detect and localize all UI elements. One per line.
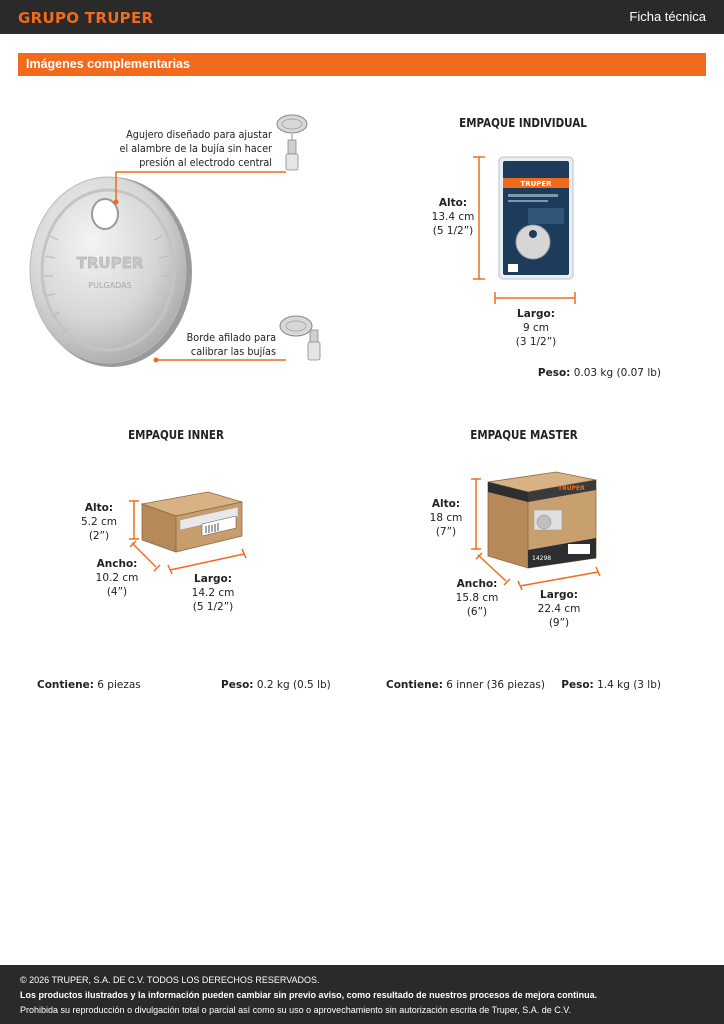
- master-box-brand: TRUPER: [558, 485, 585, 492]
- individual-height-label: [422, 196, 484, 238]
- individual-height-imperial: (5 1/2”): [432, 225, 474, 237]
- section-title: Imágenes complementarias: [26, 57, 190, 71]
- individual-length-label: [506, 307, 566, 349]
- master-width-title: Ancho:: [456, 578, 498, 590]
- inner-length-imperial: (5 1/2”): [192, 601, 234, 613]
- master-contains-title: Contiene:: [386, 679, 443, 691]
- footer-notice: Los productos ilustrados y la información pueden cambiar sin previo aviso, como resultado de nuestros procesos de mejora continua.: [20, 990, 598, 1000]
- master-length-dimension: [518, 566, 602, 590]
- callout-edge-text: [144, 331, 276, 359]
- brand-logo: GRUPO TRUPER: [18, 9, 154, 27]
- inset-gauge-top-icon: [275, 112, 309, 176]
- master-height-imperial: (7”): [435, 526, 457, 538]
- inner-weight-title: Peso:: [221, 679, 254, 691]
- master-box-code: 14298: [532, 555, 552, 562]
- inner-height-label: [74, 501, 124, 543]
- inner-width-label: [86, 557, 148, 599]
- inset-gauge-bottom-icon: [278, 312, 326, 364]
- master-width-imperial: (6”): [466, 606, 488, 618]
- inner-weight-value: 0.2 kg (0.5 lb): [256, 679, 331, 691]
- individual-height-value: 13.4 cm: [431, 211, 475, 223]
- master-length-value: 22.4 cm: [537, 603, 581, 615]
- inner-weight: [221, 679, 331, 691]
- callout-edge-line-1: Borde afilado para: [186, 331, 276, 344]
- callout-hole-line-1: Agujero diseñado para ajustar: [126, 128, 272, 141]
- inner-height-value: 5.2 cm: [80, 516, 118, 528]
- master-weight-value: 1.4 kg (3 lb): [597, 679, 661, 691]
- master-height-title: Alto:: [431, 498, 461, 510]
- master-length-label: [528, 588, 590, 630]
- document-type: Ficha técnica: [629, 9, 706, 24]
- master-length-imperial: (9”): [548, 617, 570, 629]
- callout-edge-line-2: calibrar las bujías: [190, 345, 276, 358]
- individual-length-title: Largo:: [517, 308, 555, 320]
- master-contains-value: 6 inner (36 piezas): [446, 679, 545, 691]
- callout-leader-hole: [110, 168, 290, 208]
- inner-height-dimension: [128, 500, 140, 540]
- individual-weight: [538, 367, 661, 379]
- master-heading: EMPAQUE MASTER: [470, 428, 578, 442]
- master-height-label: [424, 497, 468, 539]
- master-height-dimension: [470, 478, 482, 550]
- individual-heading: EMPAQUE INDIVIDUAL: [459, 116, 587, 130]
- inner-width-imperial: (4”): [106, 586, 128, 598]
- individual-weight-value: 0.03 kg (0.07 lb): [573, 367, 661, 379]
- inner-contains: [37, 679, 141, 691]
- master-weight-title: Peso:: [561, 679, 594, 691]
- embossed-brand: TRUPER: [76, 254, 144, 272]
- master-contains: [386, 679, 545, 691]
- inner-length-title: Largo:: [194, 573, 232, 585]
- individual-length-imperial: (3 1/2”): [515, 336, 557, 348]
- package-brand: TRUPER: [520, 180, 552, 188]
- inner-heading: EMPAQUE INNER: [128, 428, 224, 442]
- footer-prohibition: Prohibida su reproducción o divulgación total o parcial así como su uso o aprovechamiento sin autorización escrita de Truper, S.A. de C.V.: [20, 1005, 571, 1015]
- individual-weight-title: Peso:: [537, 367, 571, 379]
- master-height-value: 18 cm: [429, 512, 463, 524]
- inner-height-imperial: (2”): [88, 530, 110, 542]
- inner-length-label: [182, 572, 244, 614]
- callout-hole-text: [96, 128, 272, 170]
- section-header: [18, 53, 706, 76]
- master-weight: [561, 679, 661, 691]
- inner-contains-value: 6 piezas: [97, 679, 141, 691]
- inner-width-value: 10.2 cm: [95, 572, 139, 584]
- inner-height-title: Alto:: [84, 502, 114, 514]
- footer-copyright: © 2026 TRUPER, S.A. DE C.V. TODOS LOS DERECHOS RESERVADOS.: [20, 975, 320, 985]
- callout-hole-line-2: el alambre de la bujía sin hacer: [119, 142, 272, 155]
- inner-length-value: 14.2 cm: [191, 587, 235, 599]
- individual-height-title: Alto:: [438, 197, 468, 209]
- individual-length-dimension: [494, 292, 576, 304]
- inner-width-title: Ancho:: [96, 558, 138, 570]
- inner-length-dimension: [168, 548, 248, 574]
- top-bar: [0, 0, 724, 34]
- master-width-value: 15.8 cm: [455, 592, 499, 604]
- master-width-label: [446, 577, 508, 619]
- inner-contains-title: Contiene:: [37, 679, 94, 691]
- callout-hole-line-3: presión al electrodo central: [139, 156, 272, 169]
- individual-length-value: 9 cm: [522, 322, 550, 334]
- footer: [0, 965, 724, 1024]
- individual-blister-pack-image: [498, 156, 574, 280]
- master-length-title: Largo:: [540, 589, 578, 601]
- embossed-unit: PULGADAS: [88, 281, 132, 290]
